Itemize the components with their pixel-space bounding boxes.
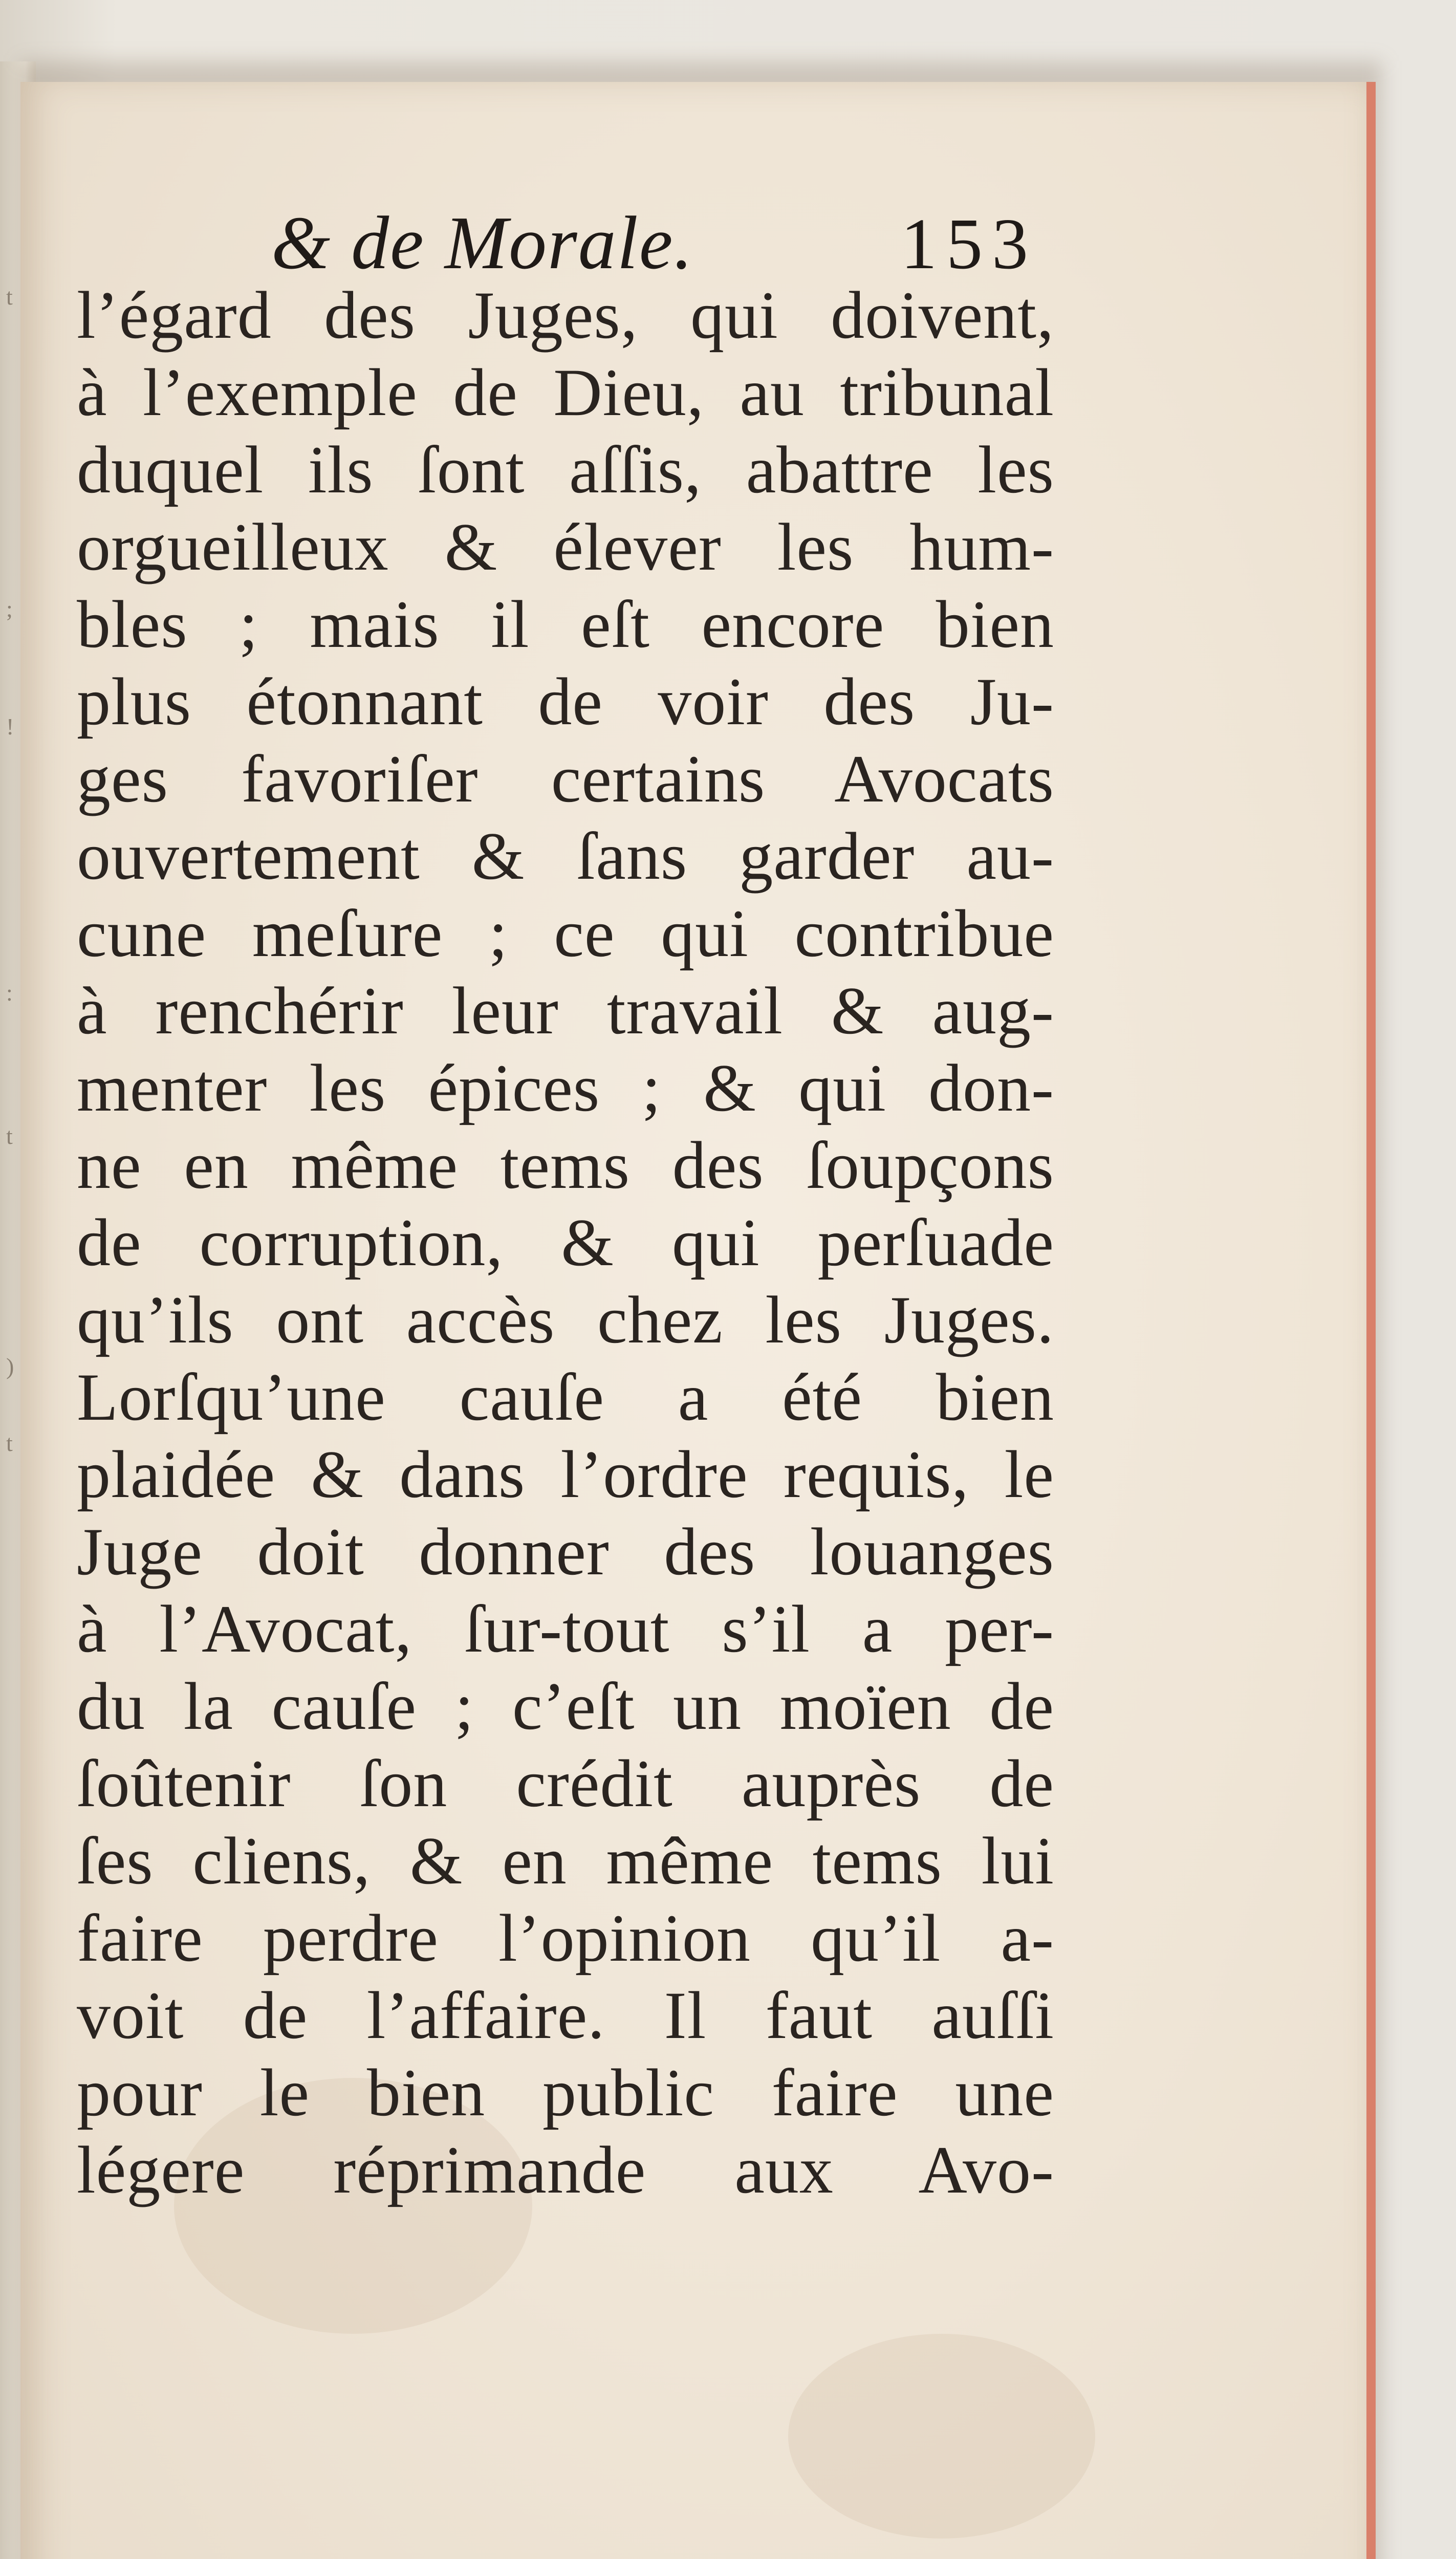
body-text: [77, 276, 1054, 2208]
running-head: [20, 194, 1366, 287]
text-line: qu’ils ont accès chez les Juges.: [77, 1282, 1054, 1357]
text-line: ne en même tems des ſoupçons: [77, 1127, 1054, 1203]
bleed-through-mark: ): [6, 1353, 14, 1379]
text-line: Juge doit donner des louanges: [77, 1514, 1054, 1589]
bleed-through-mark: t: [6, 284, 13, 310]
bleed-through-mark: ;: [6, 596, 13, 622]
bleed-through-mark: !: [6, 713, 14, 740]
text-line: faire perdre l’opinion qu’il a-: [77, 1900, 1054, 1976]
paper-stain: [788, 2334, 1095, 2539]
text-line: plus étonnant de voir des Ju-: [77, 664, 1054, 739]
text-line: de corruption, & qui perſuade: [77, 1205, 1054, 1280]
text-line: pour le bien public faire une: [77, 2055, 1054, 2130]
bleed-through-mark: :: [6, 980, 13, 1006]
text-line: l’égard des Juges, qui doivent,: [77, 277, 1054, 353]
text-line: ſoûtenir ſon crédit auprès de: [77, 1746, 1054, 1821]
text-line: orgueilleux & élever les hum-: [77, 509, 1054, 584]
book-page: [20, 82, 1376, 2559]
text-line: menter les épices ; & qui don-: [77, 1050, 1054, 1125]
running-head-title: & de Morale.: [271, 201, 694, 285]
text-line: ſes cliens, & en même tems lui: [77, 1823, 1054, 1898]
text-line: voit de l’affaire. Il faut auſſi: [77, 1978, 1054, 2053]
text-line: duquel ils ſont aſſis, abattre les: [77, 432, 1054, 507]
text-line: ges favoriſer certains Avocats: [77, 741, 1054, 816]
text-line: à renchérir leur travail & aug-: [77, 973, 1054, 1048]
text-line: à l’exemple de Dieu, au tribunal: [77, 355, 1054, 430]
text-line: à l’Avocat, ſur-tout s’il a per-: [77, 1591, 1054, 1666]
text-line: plaidée & dans l’ordre requis, le: [77, 1437, 1054, 1512]
text-line: bles ; mais il eſt encore bien: [77, 587, 1054, 662]
page-number: 153: [901, 203, 1037, 284]
text-line: du la cauſe ; c’eſt un moïen de: [77, 1668, 1054, 1744]
bleed-through-mark: t: [6, 1123, 13, 1149]
text-line: cune meſure ; ce qui contribue: [77, 896, 1054, 971]
text-line: Lorſqu’une cauſe a été bien: [77, 1359, 1054, 1435]
text-line: légere réprimande aux Avo-: [77, 2132, 1054, 2207]
text-line: ouvertement & ſans garder au-: [77, 818, 1054, 894]
bleed-through-mark: t: [6, 1430, 13, 1456]
